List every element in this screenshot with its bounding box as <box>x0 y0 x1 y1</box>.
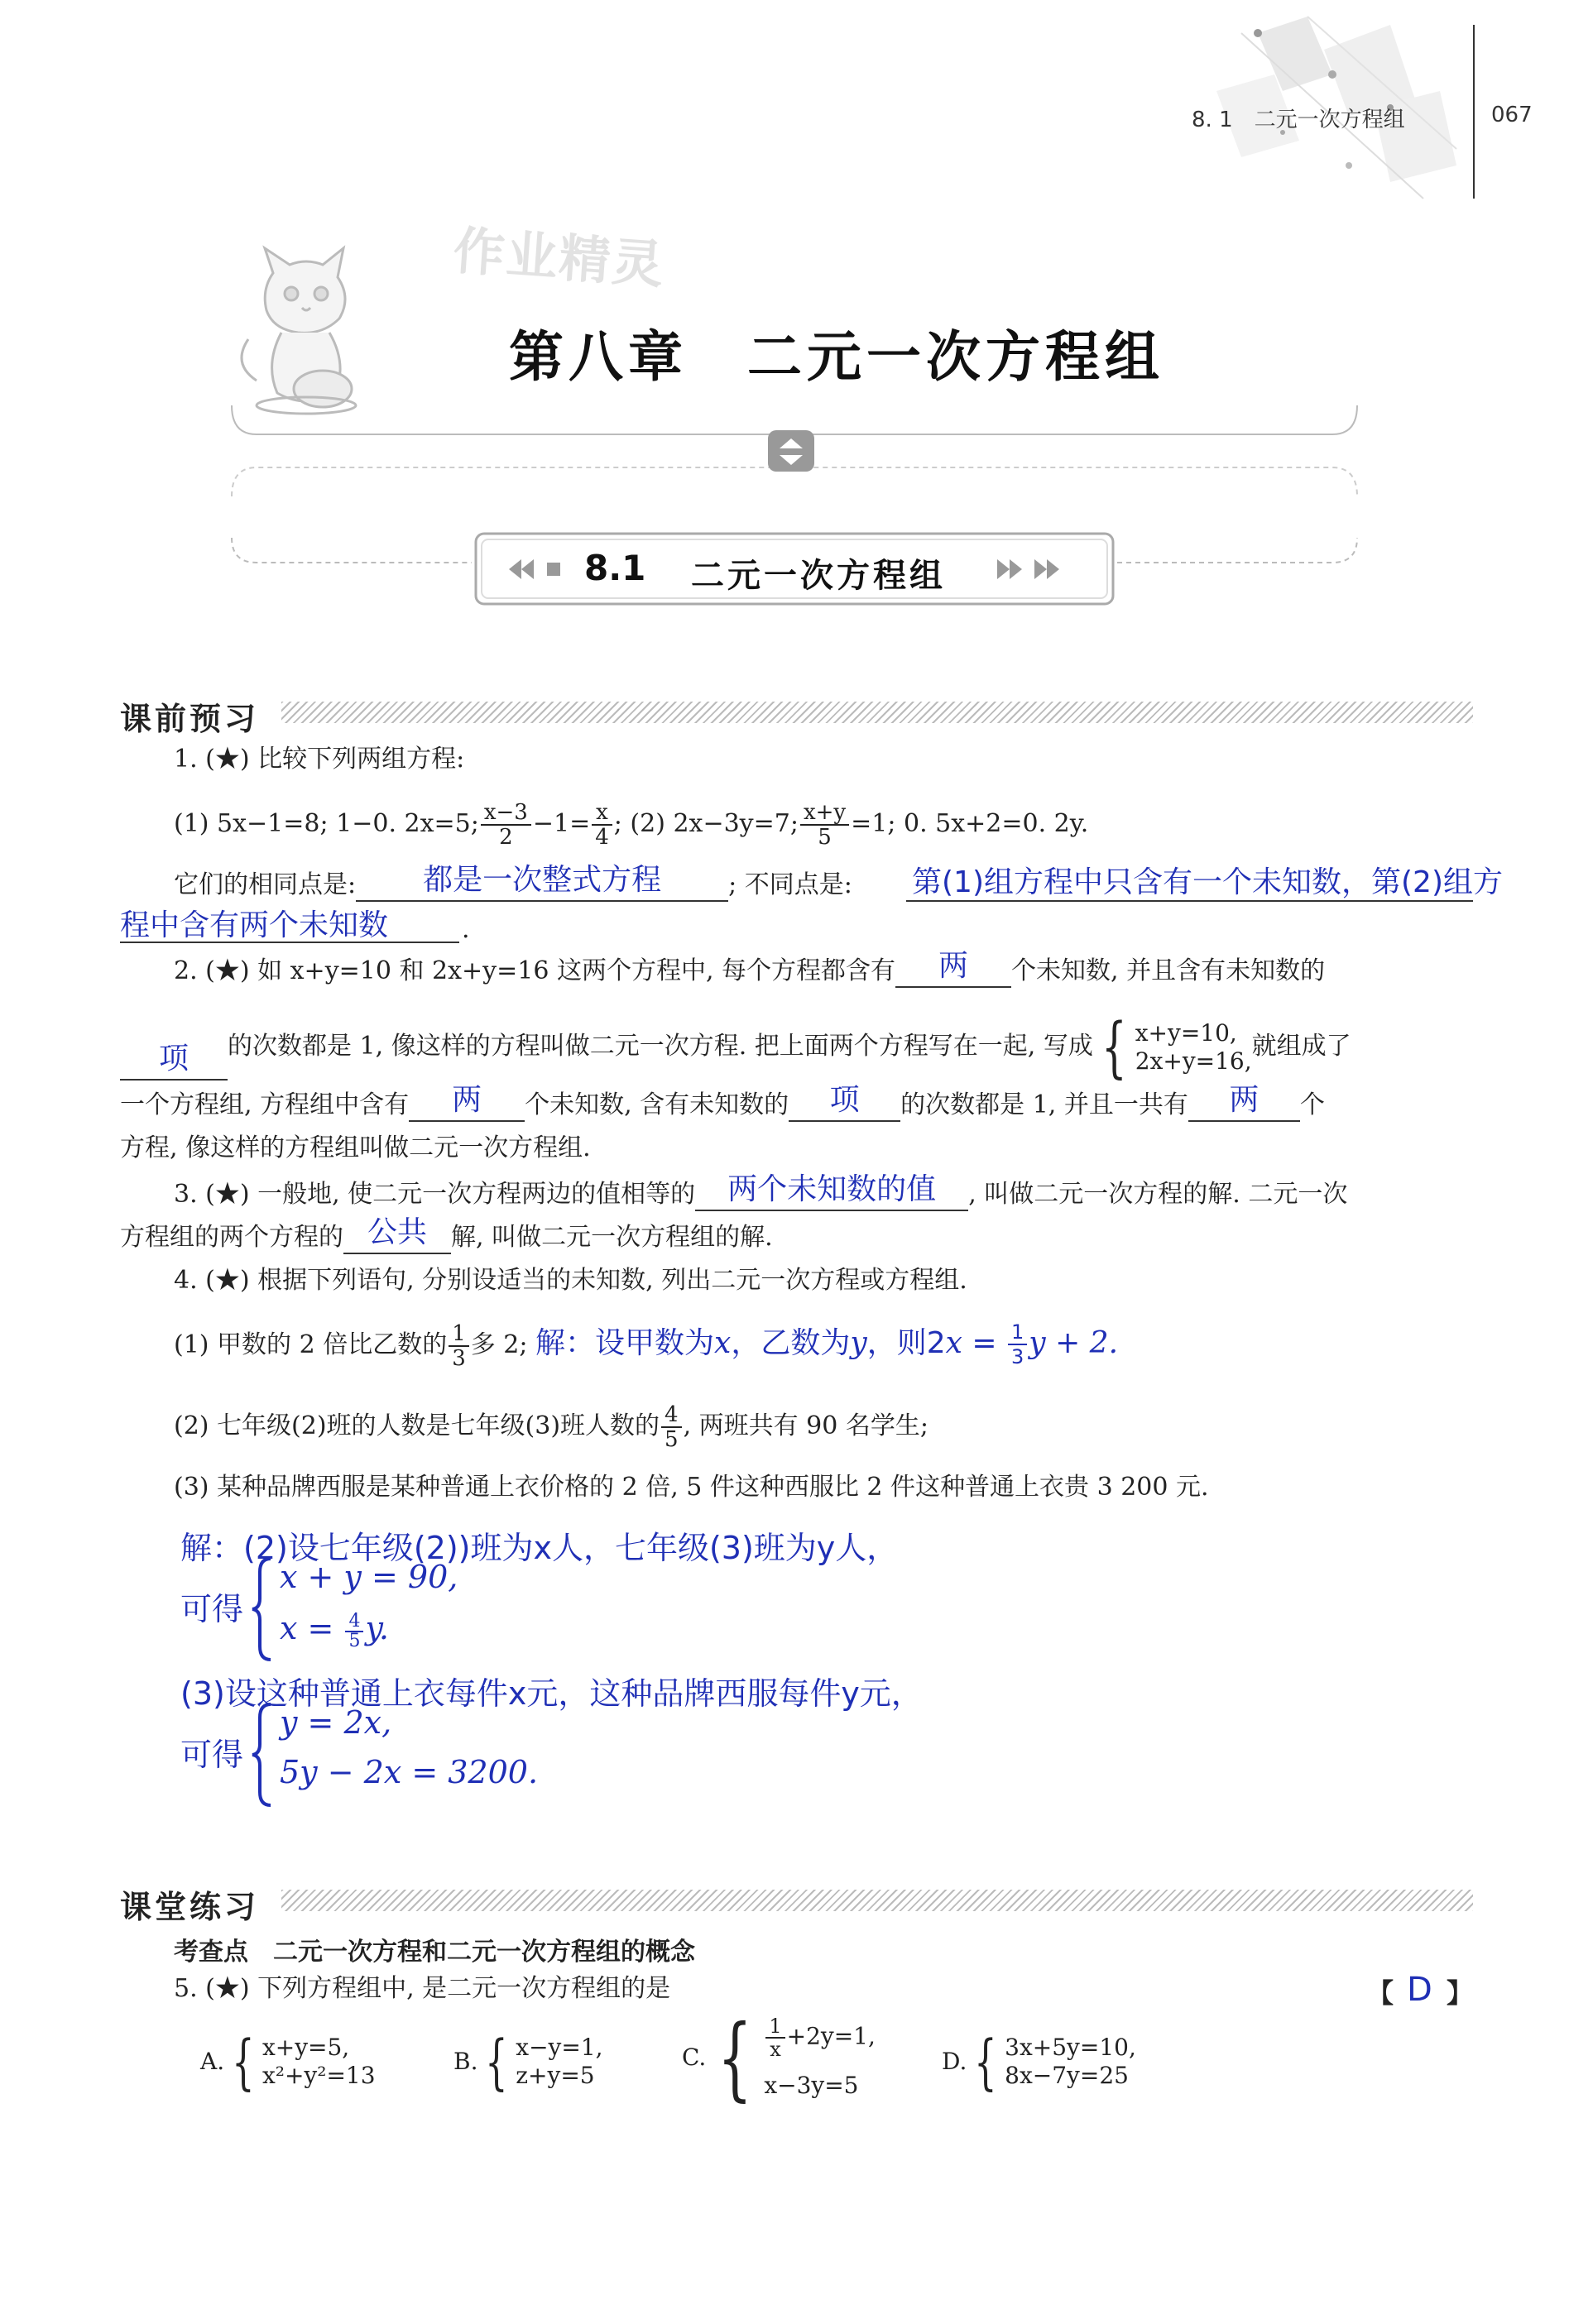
chapter-divider <box>223 397 1365 505</box>
q1-comparison: 它们的相同点是: 都是一次整式方程 ; 不同点是: <box>174 867 852 902</box>
q4-answer-2-brace <box>250 1555 275 1663</box>
q4-sub1-answer: 解：设甲数为x，乙数为y，则2x = $\frac{1}{3}$ y + 2. <box>535 1320 1119 1368</box>
preview-heading-rule <box>281 702 1473 723</box>
preview-heading: 课前预习 <box>120 701 260 737</box>
q1-stem: 1. (★) 比较下列两组方程: <box>174 745 465 774</box>
section-number: 8.1 <box>584 548 646 588</box>
q5-option-b[interactable]: B. { x−y=1, z+y=5 <box>453 2027 603 2096</box>
q2-blank-2[interactable]: 项 <box>120 1046 228 1081</box>
q2-line2: 项 的次数都是 1, 像这样的方程叫做二元一次方程. 把上面两个方程写在一起, 写成 { x+y=10, 2x+y=16, 就组成了 <box>120 1014 1351 1081</box>
q1-end: . <box>462 915 470 944</box>
q4-answer-3-eq2: 5y − 2x = 3200. <box>280 1754 539 1790</box>
q5-option-a[interactable]: A. { x+y=5, x²+y²=13 <box>200 2027 376 2096</box>
q4-answer-3-get: 可得 <box>180 1737 244 1773</box>
page-number: 067 <box>1491 103 1533 127</box>
q3-line2: 方程组的两个方程的 公共 解, 叫做二元一次方程组的解. <box>120 1220 773 1254</box>
q1-diff-answer-2: 程中含有两个未知数 <box>120 908 389 942</box>
q5-bracket-right: 】 <box>1447 1977 1474 2009</box>
q5-stem: 5. (★) 下列方程组中, 是二元一次方程组的是 <box>174 1974 671 2003</box>
q2-line1: 2. (★) 如 x+y=10 和 2x+y=16 这两个方程中, 每个方程都含有 两 个未知数, 并且含有未知数的 <box>174 953 1325 988</box>
q2-blank-3[interactable]: 两 <box>409 1087 525 1122</box>
q1-same-answer: 都是一次整式方程 <box>423 863 662 897</box>
q2-blank-4[interactable]: 项 <box>789 1087 900 1122</box>
q3-blank-2[interactable]: 公共 <box>343 1220 451 1254</box>
section-title: 二元一次方程组 <box>691 557 946 595</box>
q4-sub1: (1) 甲数的 2 倍比乙数的 $\frac{1}{3}$ 多 2; 解：设甲数为x，乙数为y，则2x = $\frac{1}{3}$ y + 2. <box>174 1320 1119 1371</box>
q5-option-c[interactable]: C. { $\frac{1}{x}$ +2y=1, x−3y=5 <box>682 2005 876 2111</box>
chapter-title: 第八章 二元一次方程组 <box>509 325 1164 389</box>
q2-line3: 一个方程组, 方程组中含有 两 个未知数, 含有未知数的 项 的次数都是 1, 并且一共有 两 个 <box>120 1087 1325 1122</box>
running-header: 8. 1 二元一次方程组 <box>1192 108 1405 132</box>
q2-blank-1[interactable]: 两 <box>895 953 1011 988</box>
watermark: 作业精灵 <box>451 220 667 295</box>
q4-answer-2-eq2: x = $\frac{4}{5}$ y. <box>280 1610 389 1651</box>
practice-heading-rule <box>281 1890 1473 1911</box>
q5-option-d[interactable]: D. { 3x+5y=10, 8x−7y=25 <box>942 2027 1136 2096</box>
q4-answer-3-eq1: y = 2x, <box>280 1704 392 1741</box>
q2-blank-5[interactable]: 两 <box>1188 1087 1300 1122</box>
q4-answer-2-get: 可得 <box>180 1591 244 1627</box>
q4-sub2: (2) 七年级(2)班的人数是七年级(3)班人数的 $\frac{4}{5}$ , 两班共有 90 名学生; <box>174 1402 929 1452</box>
cat-mascot-image <box>232 240 372 422</box>
q2-line4: 方程, 像这样的方程组叫做二元一次方程组. <box>120 1133 591 1162</box>
header-divider <box>1473 25 1475 199</box>
q5-answer: D <box>1407 1971 1432 2009</box>
q4-sub3: (3) 某种品牌西服是某种普通上衣价格的 2 倍, 5 件这种西服比 2 件这种普通上衣贵 3 200 元. <box>174 1473 1209 1502</box>
q4-answer-3-brace <box>250 1701 275 1809</box>
practice-heading: 课堂练习 <box>120 1889 260 1925</box>
q1-equations: (1) 5x−1=8; 1−0. 2x=5; $\frac{x-3}{2}$ −1= $\frac{x}{4}$ ; (2) 2x−3y=7; $\frac{x+y}{5}$ =1; 0. 5x+2=0. 2y. <box>174 800 1089 850</box>
q1-diff-answer-1: 第(1)组方程中只含有一个未知数，第(2)组方 <box>912 865 1503 899</box>
q5-bracket-left: 【 <box>1367 1977 1394 2009</box>
q4-answer-3-line: (3)设这种普通上衣每件x元，这种品牌西服每件y元， <box>180 1675 923 1712</box>
q4-stem: 4. (★) 根据下列语句, 分别设适当的未知数, 列出二元一次方程或方程组. <box>174 1266 967 1295</box>
q3-blank-1[interactable]: 两个未知数的值 <box>695 1176 968 1211</box>
q3-line1: 3. (★) 一般地, 使二元一次方程两边的值相等的 两个未知数的值 , 叫做二元一次方程的解. 二元一次 <box>174 1176 1347 1211</box>
q4-answer-2-eq1: x + y = 90, <box>280 1559 458 1595</box>
q4-answer-2-line: 解：(2)设七年级(2))班为x人，七年级(3)班为y人， <box>180 1530 899 1566</box>
practice-topic: 考查点 二元一次方程和二元一次方程组的概念 <box>174 1938 695 1967</box>
